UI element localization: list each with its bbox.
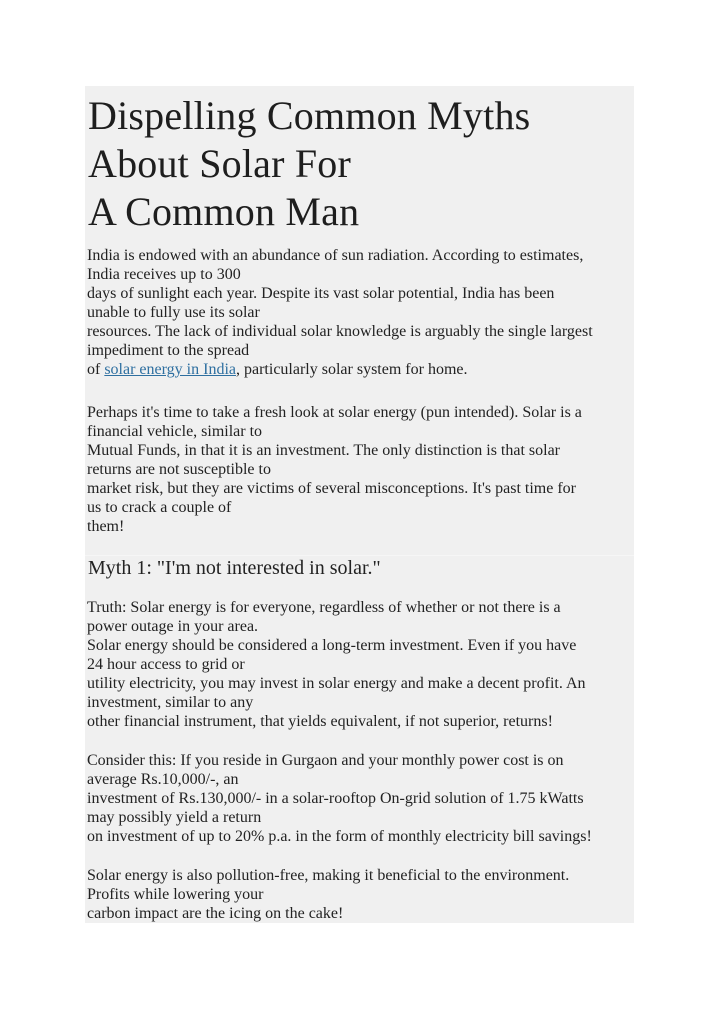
text-line: other financial instrument, that yields equivalent, if not superior, returns! xyxy=(87,713,553,730)
text-line: India is endowed with an abundance of sun radiation. According to estimates, xyxy=(87,247,584,264)
text-line: us to crack a couple of xyxy=(87,499,232,516)
intro-paragraph xyxy=(87,246,593,379)
document-page xyxy=(85,86,634,923)
title-line: About Solar For xyxy=(88,141,351,186)
text-fragment: of xyxy=(87,361,105,378)
text-line: Solar energy should be considered a long-term investment. Even if you have xyxy=(87,637,577,654)
text-line: them! xyxy=(87,518,125,535)
text-line: Profits while lowering your xyxy=(87,886,264,903)
text-line: market risk, but they are victims of several misconceptions. It's past time for xyxy=(87,480,576,497)
text-line: on investment of up to 20% p.a. in the form of monthly electricity bill savings! xyxy=(87,828,592,845)
text-fragment: , particularly solar system for home. xyxy=(236,361,468,378)
text-line: days of sunlight each year. Despite its vast solar potential, India has been xyxy=(87,285,555,302)
title-line: Dispelling Common Myths xyxy=(88,93,531,138)
text-line: may possibly yield a return xyxy=(87,809,262,826)
text-line: Solar energy is also pollution-free, making it beneficial to the environment. xyxy=(87,867,570,884)
paragraph-financial-vehicle xyxy=(87,403,582,536)
text-line: returns are not susceptible to xyxy=(87,461,271,478)
text-line: Consider this: If you reside in Gurgaon and your monthly power cost is on xyxy=(87,752,564,769)
solar-energy-india-link[interactable]: solar energy in India xyxy=(104,361,236,378)
text-line: average Rs.10,000/-, an xyxy=(87,771,239,788)
text-line: Mutual Funds, in that it is an investment. The only distinction is that solar xyxy=(87,442,561,459)
consider-this-paragraph xyxy=(87,751,592,846)
text-line: Truth: Solar energy is for everyone, regardless of whether or not there is a xyxy=(87,599,561,616)
text-line-with-link xyxy=(87,360,593,379)
myth-1-heading: Myth 1: "I'm not interested in solar." xyxy=(88,557,381,579)
text-line: investment of Rs.130,000/- in a solar-rooftop On-grid solution of 1.75 kWatts xyxy=(87,790,584,807)
text-line: financial vehicle, similar to xyxy=(87,423,263,440)
text-line: Perhaps it's time to take a fresh look at solar energy (pun intended). Solar is a xyxy=(87,404,582,421)
text-line: unable to fully use its solar xyxy=(87,304,260,321)
title-line: A Common Man xyxy=(88,189,360,234)
page-title xyxy=(88,92,530,236)
pollution-free-paragraph xyxy=(87,866,569,923)
myth-1-truth-paragraph xyxy=(87,598,586,731)
text-line: utility electricity, you may invest in solar energy and make a decent profit. An xyxy=(87,675,586,692)
text-line: impediment to the spread xyxy=(87,342,250,359)
text-line: India receives up to 300 xyxy=(87,266,241,283)
text-line: power outage in your area. xyxy=(87,618,259,635)
text-line: carbon impact are the icing on the cake! xyxy=(87,905,344,922)
text-line: 24 hour access to grid or xyxy=(87,656,245,673)
text-line: investment, similar to any xyxy=(87,694,254,711)
text-line: resources. The lack of individual solar knowledge is arguably the single largest xyxy=(87,323,593,340)
